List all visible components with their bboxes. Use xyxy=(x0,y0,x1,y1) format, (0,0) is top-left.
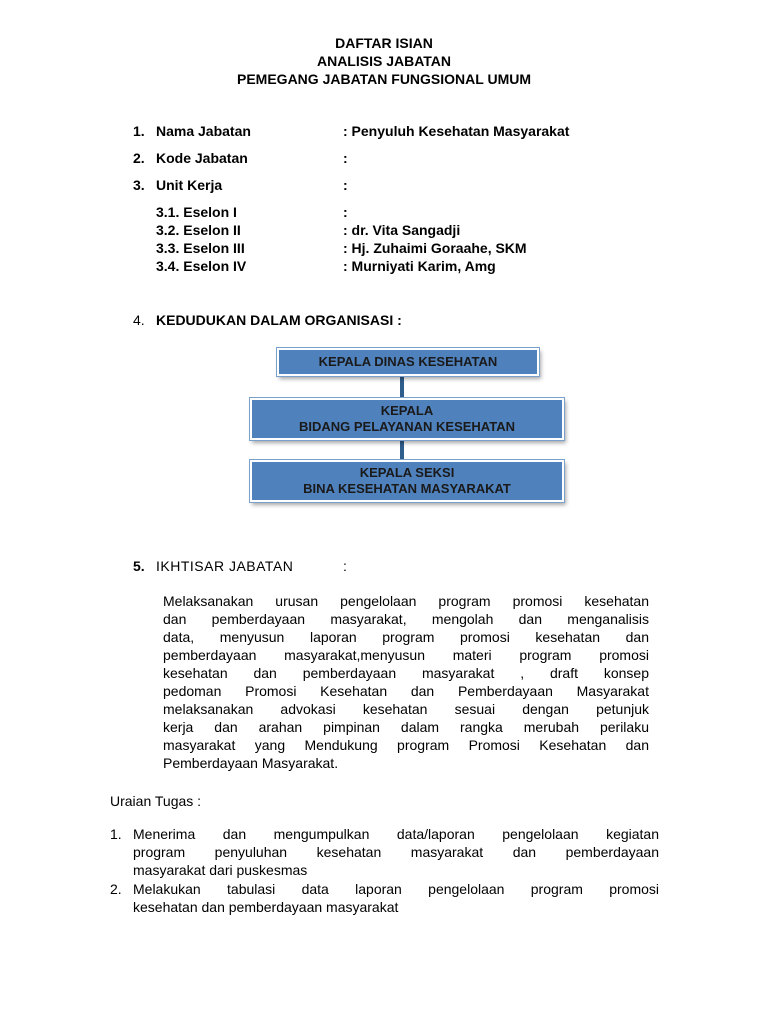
eselon-label: 3.3. Eselon III xyxy=(156,240,245,256)
org-box-label: BIDANG PELAYANAN KESEHATAN xyxy=(299,419,515,434)
task-line: Melakukan tabulasi data laporan pengelolaan program promosi xyxy=(133,881,659,897)
summary-line: pemberdayaan masyarakat,menyusun materi program promosi xyxy=(163,647,649,663)
field-number: 3. xyxy=(133,177,145,193)
summary-line: melaksanakan advokasi kesehatan sesuai dengan petunjuk xyxy=(163,701,649,717)
field-value: : xyxy=(343,177,348,193)
field-label: Unit Kerja xyxy=(156,177,223,193)
eselon-row xyxy=(0,204,768,222)
eselon-value: : dr. Vita Sangadji xyxy=(343,222,461,238)
field-number: 2. xyxy=(133,150,145,166)
org-box-kepala-bidang xyxy=(250,398,564,440)
uraian-tugas-heading: Uraian Tugas : xyxy=(110,793,202,809)
field-nama-jabatan xyxy=(0,123,768,141)
field-unit-kerja xyxy=(0,177,768,195)
summary-line: kerja dan arahan pimpinan dalam rangka merubah perilaku xyxy=(163,719,649,735)
section-number: 4. xyxy=(133,312,145,328)
title-line-2: ANALISIS JABATAN xyxy=(316,53,452,69)
field-value: : xyxy=(343,150,348,166)
summary-line: masyarakat yang Mendukung program Promosi Kesehatan dan xyxy=(163,737,649,753)
job-summary xyxy=(163,592,649,772)
task-line: program penyuluhan kesehatan masyarakat dan pemberdayaan xyxy=(133,844,659,860)
section-5-colon: : xyxy=(343,558,347,574)
task-line: kesehatan dan pemberdayaan masyarakat xyxy=(133,899,399,915)
field-label: Nama Jabatan xyxy=(156,123,251,139)
summary-line: dan pemberdayaan masyarakat, mengolah dan menganalisis xyxy=(163,611,649,627)
eselon-row xyxy=(0,240,768,258)
eselon-row xyxy=(0,258,768,276)
section-4-heading xyxy=(0,312,768,330)
eselon-label: 3.4. Eselon IV xyxy=(156,258,247,274)
summary-line: data, menyusun laporan program promosi kesehatan dan xyxy=(163,629,649,645)
eselon-value: : Murniyati Karim, Amg xyxy=(343,258,496,274)
task-number: 2. xyxy=(110,881,122,897)
field-number: 1. xyxy=(133,123,145,139)
org-box-label: BINA KESEHATAN MASYARAKAT xyxy=(303,481,511,496)
org-box-label: KEPALA SEKSI xyxy=(359,465,455,480)
title-line-3: PEMEGANG JABATAN FUNGSIONAL UMUM xyxy=(237,71,531,87)
summary-line: Melaksanakan urusan pengelolaan program promosi kesehatan xyxy=(163,593,649,609)
summary-line: pedoman Promosi Kesehatan dan Pemberdayaan Masyarakat xyxy=(163,683,649,699)
org-box-label: KEPALA DINAS KESEHATAN xyxy=(318,354,498,369)
title-line-1: DAFTAR ISIAN xyxy=(335,35,433,51)
section-5-title: IKHTISAR JABATAN xyxy=(156,558,294,574)
org-box-label: KEPALA xyxy=(380,403,434,418)
eselon-row xyxy=(0,222,768,240)
eselon-value: : Hj. Zuhaimi Goraahe, SKM xyxy=(343,240,527,256)
summary-line: kesehatan dan pemberdayaan masyarakat , draft konsep xyxy=(163,665,649,681)
org-box-kepala-seksi xyxy=(250,460,564,502)
eselon-label: 3.1. Eselon I xyxy=(156,204,237,220)
field-value: : Penyuluh Kesehatan Masyarakat xyxy=(343,123,570,139)
eselon-value: : xyxy=(343,204,348,220)
task-number: 1. xyxy=(110,826,122,842)
field-kode-jabatan xyxy=(0,150,768,168)
task-line: masyarakat dari puskesmas xyxy=(133,862,308,878)
task-line: Menerima dan mengumpulkan data/laporan pengelolaan kegiatan xyxy=(133,826,659,842)
section-number: 5. xyxy=(133,558,145,574)
org-box-kepala-dinas xyxy=(277,348,539,376)
section-title: KEDUDUKAN DALAM ORGANISASI : xyxy=(156,312,402,328)
task-text xyxy=(133,880,659,916)
document-title xyxy=(0,34,768,88)
field-label: Kode Jabatan xyxy=(156,150,248,166)
summary-line: Pemberdayaan Masyarakat. xyxy=(163,755,339,771)
eselon-label: 3.2. Eselon II xyxy=(156,222,241,238)
task-text xyxy=(133,825,659,879)
